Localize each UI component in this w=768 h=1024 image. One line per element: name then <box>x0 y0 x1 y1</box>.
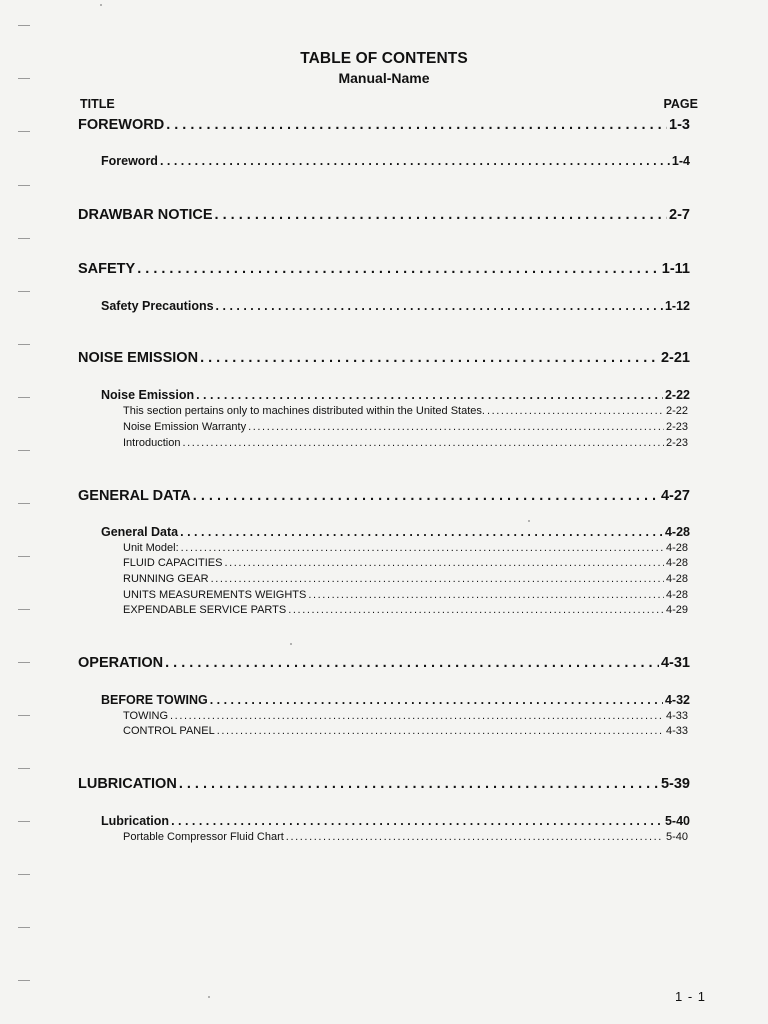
subentry-page: 4-28 <box>665 557 688 569</box>
toc-entry-safety-precautions[interactable] <box>101 299 690 313</box>
margin-mark <box>18 344 30 345</box>
section-page: 5-39 <box>660 776 690 792</box>
entry-title: Foreword <box>101 154 158 168</box>
page-title: TABLE OF CONTENTS <box>300 50 468 67</box>
margin-mark <box>18 238 30 239</box>
section-title: SAFETY <box>78 261 136 277</box>
section-title: DRAWBAR NOTICE <box>78 207 213 223</box>
entry-page: 4-28 <box>664 525 690 539</box>
toc-subentry[interactable] <box>123 405 688 417</box>
toc-section-noise-emission[interactable] <box>78 350 690 366</box>
page-column-header: PAGE <box>663 97 698 111</box>
section-page: 1-3 <box>669 117 690 133</box>
toc-subentry[interactable] <box>123 831 688 843</box>
subentry-title: EXPENDABLE SERVICE PARTS <box>123 604 287 616</box>
toc-subentry[interactable] <box>123 437 688 449</box>
scan-speck <box>100 4 102 6</box>
subentry-title: Portable Compressor Fluid Chart <box>123 831 284 843</box>
dot-leader <box>215 207 668 223</box>
subentry-page: 4-33 <box>665 710 688 722</box>
margin-mark <box>18 450 30 451</box>
subentry-title: TOWING <box>123 710 169 722</box>
dot-leader <box>180 525 663 539</box>
margin-mark <box>18 662 30 663</box>
subentry-title: CONTROL PANEL <box>123 725 215 737</box>
subentry-page: 4-28 <box>665 542 688 554</box>
toc-subentry[interactable] <box>123 542 688 554</box>
section-page: 4-27 <box>660 488 690 504</box>
entry-title: Safety Precautions <box>101 299 214 313</box>
scan-speck <box>208 996 210 998</box>
margin-mark <box>18 25 30 26</box>
margin-mark <box>18 821 30 822</box>
section-page: 4-31 <box>660 655 690 671</box>
margin-mark <box>18 715 30 716</box>
toc-subentry[interactable] <box>123 725 688 737</box>
dot-leader <box>166 117 667 133</box>
dot-leader <box>181 542 664 554</box>
subentry-title: FLUID CAPACITIES <box>123 557 223 569</box>
dot-leader <box>288 604 664 616</box>
dot-leader <box>224 557 664 569</box>
margin-mark <box>18 556 30 557</box>
toc-section-safety[interactable] <box>78 261 690 277</box>
margin-mark <box>18 609 30 610</box>
entry-title: Noise Emission <box>101 388 195 402</box>
toc-entry-noise-emission[interactable] <box>101 388 690 402</box>
entry-title: Lubrication <box>101 814 170 828</box>
section-title: FOREWORD <box>78 117 165 133</box>
section-title: NOISE EMISSION <box>78 350 199 366</box>
toc-section-lubrication[interactable] <box>78 776 690 792</box>
margin-mark <box>18 291 30 292</box>
dot-leader <box>211 573 664 585</box>
entry-title: General Data <box>101 525 179 539</box>
margin-mark <box>18 768 30 769</box>
dot-leader <box>160 154 670 168</box>
toc-subentry[interactable] <box>123 710 688 722</box>
entry-page: 2-22 <box>664 388 690 402</box>
entry-page: 1-4 <box>671 154 690 168</box>
toc-subentry[interactable] <box>123 421 688 433</box>
dot-leader <box>216 299 663 313</box>
toc-subentry[interactable] <box>123 573 688 585</box>
subentry-page: 4-28 <box>665 589 688 601</box>
margin-mark <box>18 927 30 928</box>
toc-section-foreword[interactable] <box>78 117 690 133</box>
margin-mark <box>18 874 30 875</box>
dot-leader <box>193 488 659 504</box>
section-title: OPERATION <box>78 655 164 671</box>
margin-mark <box>18 131 30 132</box>
dot-leader <box>210 693 663 707</box>
dot-leader <box>217 725 664 737</box>
margin-mark <box>18 503 30 504</box>
toc-entry-general-data[interactable] <box>101 525 690 539</box>
margin-mark <box>18 397 30 398</box>
toc-entry-foreword[interactable] <box>101 154 690 168</box>
section-page: 2-21 <box>660 350 690 366</box>
toc-section-operation[interactable] <box>78 655 690 671</box>
dot-leader <box>182 437 663 449</box>
section-title: GENERAL DATA <box>78 488 191 504</box>
manual-name: Manual-Name <box>338 70 430 86</box>
title-column-header: TITLE <box>80 97 115 111</box>
dot-leader <box>165 655 659 671</box>
page-number: 1 - 1 <box>674 989 706 1004</box>
section-page: 2-7 <box>669 207 690 223</box>
dot-leader <box>200 350 659 366</box>
subentry-title: RUNNING GEAR <box>123 573 209 585</box>
dot-leader <box>196 388 663 402</box>
subentry-page: 2-23 <box>665 437 688 449</box>
dot-leader <box>248 421 664 433</box>
binding-margin-marks <box>18 0 38 1024</box>
toc-subentry[interactable] <box>123 557 688 569</box>
dot-leader <box>170 710 664 722</box>
toc-entry-before-towing[interactable] <box>101 693 690 707</box>
dot-leader <box>179 776 659 792</box>
margin-mark <box>18 185 30 186</box>
toc-subentry[interactable] <box>123 604 688 616</box>
toc-subentry[interactable] <box>123 589 688 601</box>
dot-leader <box>137 261 660 277</box>
toc-entry-lubrication[interactable] <box>101 814 690 828</box>
entry-title: BEFORE TOWING <box>101 693 208 707</box>
dot-leader <box>171 814 663 828</box>
subentry-title: UNITS MEASUREMENTS WEIGHTS <box>123 589 307 601</box>
toc-section-drawbar-notice[interactable] <box>78 207 690 223</box>
dot-leader <box>487 405 664 417</box>
dot-leader <box>286 831 664 843</box>
entry-page: 4-32 <box>664 693 690 707</box>
subentry-title: This section pertains only to machines distributed within the United States. <box>123 405 485 417</box>
section-page: 1-11 <box>661 261 690 277</box>
subentry-page: 2-22 <box>665 405 688 417</box>
subentry-page: 2-23 <box>665 421 688 433</box>
subentry-title: Unit Model: <box>123 542 179 554</box>
scan-speck <box>290 643 292 645</box>
toc-section-general-data[interactable] <box>78 488 690 504</box>
subentry-title: Introduction <box>123 437 181 449</box>
dot-leader <box>308 589 664 601</box>
margin-mark <box>18 980 30 981</box>
section-title: LUBRICATION <box>78 776 177 792</box>
entry-page: 1-12 <box>664 299 690 313</box>
scan-speck <box>528 520 530 522</box>
subentry-page: 5-40 <box>665 831 688 843</box>
subentry-title: Noise Emission Warranty <box>123 421 247 433</box>
subentry-page: 4-33 <box>665 725 688 737</box>
entry-page: 5-40 <box>664 814 690 828</box>
subentry-page: 4-29 <box>665 604 688 616</box>
subentry-page: 4-28 <box>665 573 688 585</box>
